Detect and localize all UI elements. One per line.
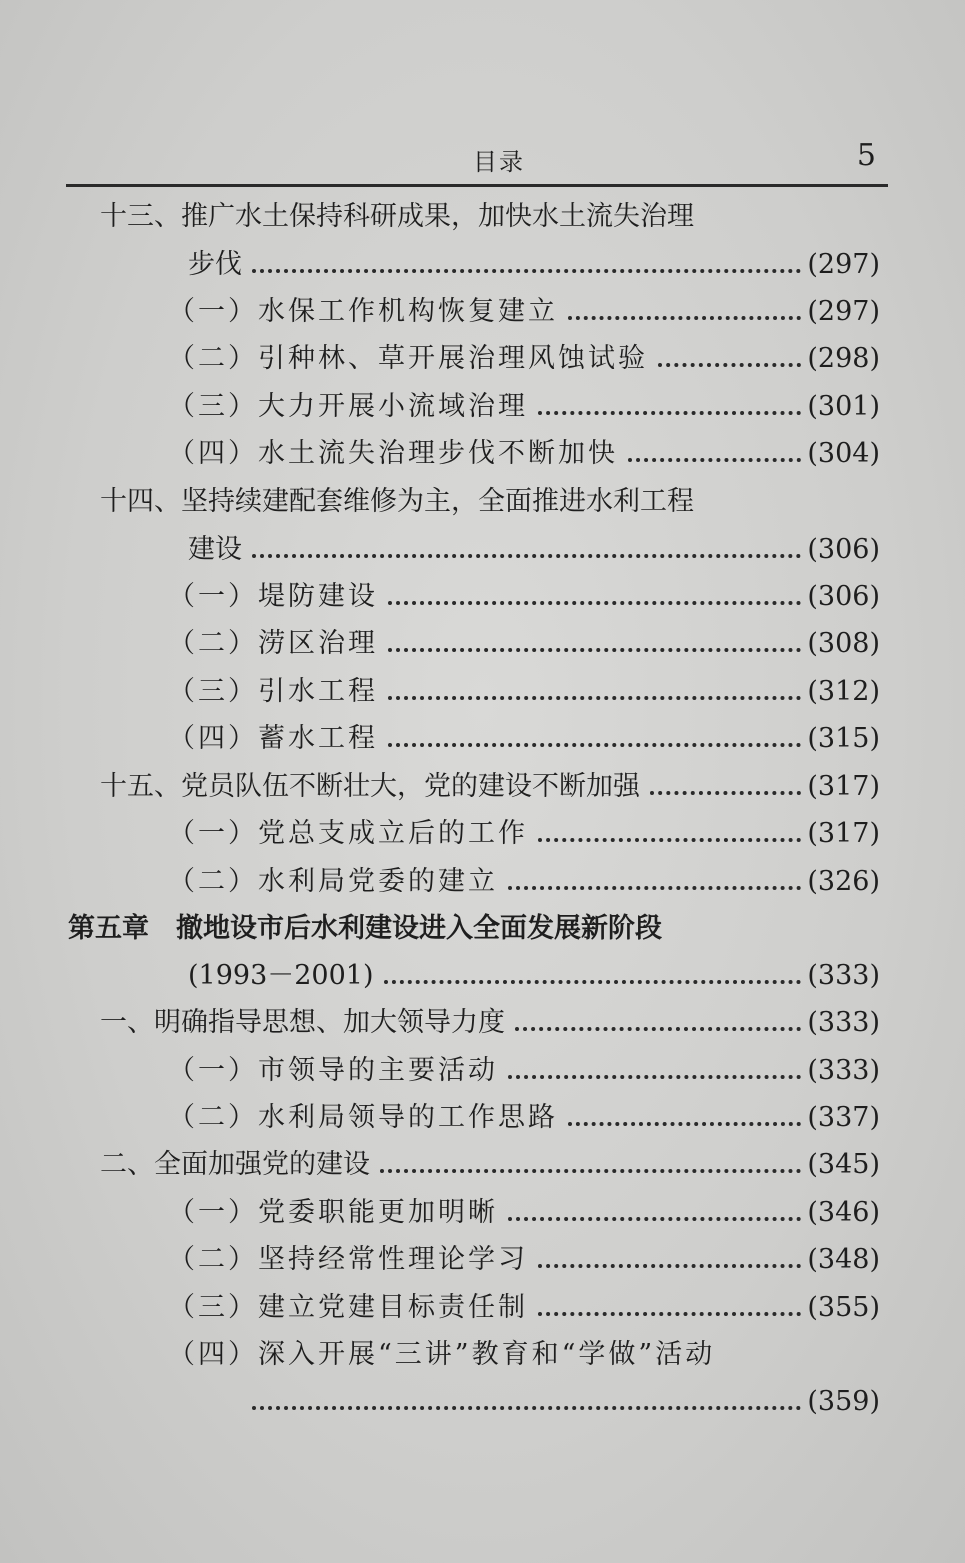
toc-chapter-heading[interactable] bbox=[68, 909, 662, 949]
toc-entry-label: （四）水土流失治理步伐不断加快 bbox=[168, 438, 618, 469]
toc-entry-label: （四）蓄水工程 bbox=[168, 723, 378, 754]
toc-entry-page: (333) bbox=[807, 1007, 880, 1038]
toc-entry-page: (315) bbox=[807, 723, 880, 754]
toc-entry[interactable] bbox=[168, 292, 880, 332]
toc-entry-label: 步伐 bbox=[188, 249, 242, 280]
toc-entry[interactable] bbox=[168, 387, 880, 427]
toc-entry[interactable] bbox=[168, 672, 880, 712]
toc-entry-continuation[interactable] bbox=[242, 1382, 880, 1422]
toc-entry-page: (306) bbox=[807, 581, 880, 612]
toc-entry-page: (333) bbox=[807, 960, 880, 991]
dot-leader bbox=[388, 648, 801, 652]
toc-entry-page: (308) bbox=[807, 628, 880, 659]
toc-entry[interactable] bbox=[168, 624, 880, 664]
dot-leader bbox=[252, 269, 801, 273]
toc-entry[interactable] bbox=[168, 339, 880, 379]
toc-entry[interactable] bbox=[168, 1288, 880, 1328]
toc-entry[interactable] bbox=[168, 1098, 880, 1138]
toc-entry-page: (337) bbox=[807, 1102, 880, 1133]
toc-entry[interactable] bbox=[188, 245, 880, 285]
toc-entry-label: （二）水利局党委的建立 bbox=[168, 866, 498, 897]
dot-leader bbox=[538, 1312, 801, 1316]
toc-entry-page: (346) bbox=[807, 1197, 880, 1228]
dot-leader bbox=[384, 980, 802, 984]
toc-entry[interactable] bbox=[100, 1145, 880, 1185]
dot-leader bbox=[252, 554, 801, 558]
dot-leader bbox=[650, 791, 801, 795]
dot-leader bbox=[252, 1406, 801, 1410]
dot-leader bbox=[628, 458, 801, 462]
toc-entry-page: (359) bbox=[807, 1386, 880, 1417]
dot-leader bbox=[388, 696, 801, 700]
dot-leader bbox=[508, 1075, 801, 1079]
toc-entry[interactable] bbox=[168, 814, 880, 854]
toc-entry-label: （四）深入开展“三讲”教育和“学做”活动 bbox=[168, 1339, 716, 1370]
toc-entry[interactable] bbox=[188, 530, 880, 570]
toc-entry-label: （一）党总支成立后的工作 bbox=[168, 818, 528, 849]
toc-entry[interactable] bbox=[168, 577, 880, 617]
toc-entry-label: （二）涝区治理 bbox=[168, 628, 378, 659]
dot-leader bbox=[538, 1264, 801, 1268]
toc-entry-label: （二）引种林、草开展治理风蚀试验 bbox=[168, 343, 648, 374]
toc-entry-label: 建设 bbox=[188, 534, 242, 565]
toc-entry[interactable] bbox=[168, 1193, 880, 1233]
toc-entry-label: （一）市领导的主要活动 bbox=[168, 1055, 498, 1086]
dot-leader bbox=[538, 838, 801, 842]
toc-entry-label: (1993－2001) bbox=[188, 960, 374, 991]
toc-entry[interactable] bbox=[168, 1051, 880, 1091]
toc-entry-page: (326) bbox=[807, 866, 880, 897]
dot-leader bbox=[568, 316, 801, 320]
toc-entry-page: (298) bbox=[807, 343, 880, 374]
toc-entry-label: 一、明确指导思想、加大领导力度 bbox=[100, 1007, 505, 1038]
toc-entry[interactable] bbox=[100, 767, 880, 807]
toc-entry-page: (312) bbox=[807, 676, 880, 707]
toc-entry-label: 十五、党员队伍不断壮大，党的建设不断加强 bbox=[100, 771, 640, 802]
dot-leader bbox=[515, 1027, 801, 1031]
toc-entry-page: (301) bbox=[807, 391, 880, 422]
toc-entry-page: (304) bbox=[807, 438, 880, 469]
toc-entry[interactable] bbox=[168, 1240, 880, 1280]
toc-entry[interactable] bbox=[168, 719, 880, 759]
toc-entry-label: （二）坚持经常性理论学习 bbox=[168, 1244, 528, 1275]
dot-leader bbox=[380, 1169, 801, 1173]
toc-entry[interactable] bbox=[168, 434, 880, 474]
toc-entry-page: (306) bbox=[807, 534, 880, 565]
dot-leader bbox=[508, 886, 801, 890]
toc-entry-label: 十四、坚持续建配套维修为主，全面推进水利工程 bbox=[100, 486, 694, 517]
dot-leader bbox=[658, 363, 801, 367]
dot-leader bbox=[388, 743, 801, 747]
toc-entry-page: (333) bbox=[807, 1055, 880, 1086]
toc-entry[interactable] bbox=[188, 956, 880, 996]
running-head-title: 目录 bbox=[473, 148, 525, 176]
toc-entry-label: （三）大力开展小流域治理 bbox=[168, 391, 528, 422]
toc-entry-label: 二、全面加强党的建设 bbox=[100, 1149, 370, 1180]
toc-entry-page: (297) bbox=[807, 249, 880, 280]
toc-entry[interactable] bbox=[168, 862, 880, 902]
toc-entry[interactable] bbox=[100, 482, 694, 522]
toc-entry-page: (317) bbox=[807, 771, 880, 802]
dot-leader bbox=[568, 1122, 801, 1126]
toc-entry-page: (348) bbox=[807, 1244, 880, 1275]
dot-leader bbox=[538, 411, 801, 415]
toc-entry-label: （三）建立党建目标责任制 bbox=[168, 1292, 528, 1323]
toc-entry-label: （一）党委职能更加明晰 bbox=[168, 1197, 498, 1228]
page-number: 5 bbox=[856, 138, 876, 173]
toc-entry-page: (355) bbox=[807, 1292, 880, 1323]
toc-entry-label: （一）水保工作机构恢复建立 bbox=[168, 296, 558, 327]
toc-entry-label: 第五章 撤地设市后水利建设进入全面发展新阶段 bbox=[68, 913, 662, 944]
toc-entry-page: (297) bbox=[807, 296, 880, 327]
toc-entry-label: （二）水利局领导的工作思路 bbox=[168, 1102, 558, 1133]
toc-entry[interactable] bbox=[168, 1335, 715, 1375]
toc-entry-label: 十三、推广水土保持科研成果，加快水土流失治理 bbox=[100, 201, 694, 232]
toc-entry[interactable] bbox=[100, 197, 694, 237]
dot-leader bbox=[508, 1217, 801, 1221]
toc-entry-page: (345) bbox=[807, 1149, 880, 1180]
toc-entry-label: （一）堤防建设 bbox=[168, 581, 378, 612]
toc-entry-label: （三）引水工程 bbox=[168, 676, 378, 707]
dot-leader bbox=[388, 601, 801, 605]
toc-entry[interactable] bbox=[100, 1003, 880, 1043]
toc-entry-page: (317) bbox=[807, 818, 880, 849]
